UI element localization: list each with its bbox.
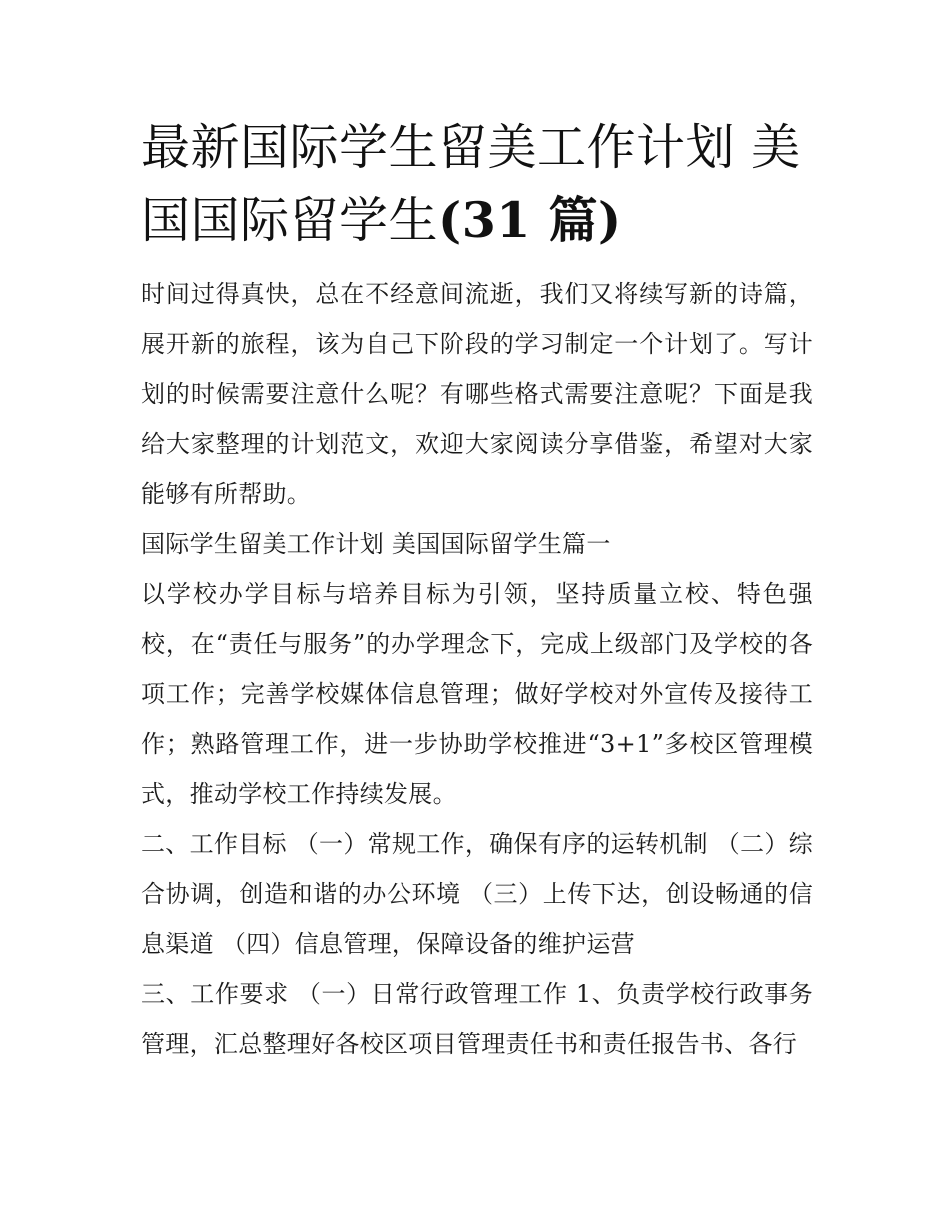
body-paragraph-guiding-principle: 以学校办学目标与培养目标为引领，坚持质量立校、特色强校，在“责任与服务”的办学理念下，完成上级部门及学校的各项工作；完善学校媒体信息管理；做好学校对外宣传及接待工作；熟路管理工作，进一步协助学校推进“3+1”多校区管理模式，推动学校工作持续发展。 [141, 580, 813, 808]
body-paragraph-work-goals: 二、工作目标 （一）常规工作，确保有序的运转机制 （二）综合协调，创造和谐的办公环境 （三）上传下达，创设畅通的信息渠道 （四）信息管理，保障设备的维护运营 [141, 830, 813, 958]
section-heading-part-one: 国际学生留美工作计划 美国国际留学生篇一 [141, 530, 611, 558]
document-content [141, 112, 813, 1069]
document-title [141, 112, 813, 257]
document-title-main: 最新国际学生留美工作计划 美国国际留学生 [141, 119, 801, 249]
document-title-suffix: (31 篇) [438, 191, 622, 249]
intro-paragraph: 时间过得真快，总在不经意间流逝，我们又将续写新的诗篇，展开新的旅程，该为自己下阶段的学习制定一个计划了。写计划的时候需要注意什么呢？有哪些格式需要注意呢？下面是我给大家整理的计划范文，欢迎大家阅读分享借鉴，希望对大家能够有所帮助。 [141, 280, 813, 508]
body-paragraph-work-requirements: 三、工作要求 （一）日常行政管理工作 1、负责学校行政事务管理，汇总整理好各校区项目管理责任书和责任报告书、各行 [141, 980, 813, 1058]
